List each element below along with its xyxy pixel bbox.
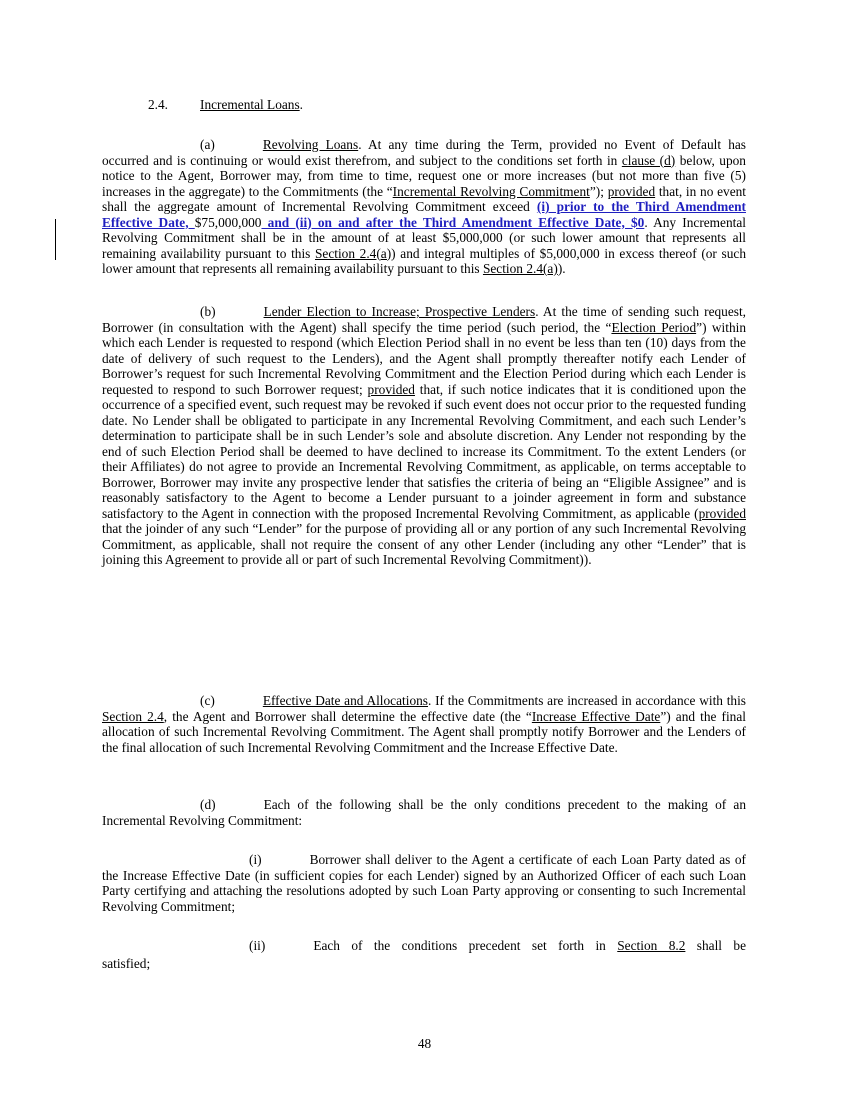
paragraph-c: (c) Effective Date and Allocations. If the Commitments are increased in accordance with this Section 2.4, the Agent and Borrower shall determine the effective date (the “Increase Effective Date”) and the final allocation of such Incremental Revolving Commitment. The Agent shall promptly notify Borrower and the Lenders of the final allocation of such Incremental Revolving Commitment and the Increase Effective Date. [102, 693, 746, 755]
paragraph-d-i: (i) Borrower shall deliver to the Agent a certificate of each Loan Party dated as of the Increase Effective Date (in sufficient copies for each Lender) signed by an Authorized Officer of each such Loan Party certifying and attaching the resolutions adopted by such Loan Party approving or consenting to such Incremental Revolving Commitment; [102, 852, 746, 914]
paragraph-b: (b) Lender Election to Increase; Prospective Lenders. At the time of sending such request, Borrower (in consultation with the Agent) shall specify the time period (such period, the “Election Period”) within which each Lender is requested to respond (which Election Period shall in no event be less than ten (10) days from the date of delivery of such request to the Lenders), and the Agent shall promptly thereafter notify each Lender of Borrower’s request for such Incremental Revolving Commitment and the Election Period during which each Lender is requested to respond to such Borrower request; provided that, if such notice indicates that it is conditioned upon the occurrence of a specified event, such request may be revoked if such event does not occur prior to the requested funding date. No Lender shall be obligated to participate in any Incremental Revolving Commitment, and each such Lender’s determination to participate shall be in such Lender’s sole and absolute discretion. Any Lender not responding by the end of such Election Period shall be deemed to have declined to increase its Commitment. To the extent Lenders (or their Affiliates) do not agree to provide an Incremental Revolving Commitment, as applicable, on terms acceptable to Borrower, Borrower may invite any prospective lender that satisfies the criteria of being an “Eligible Assignee” and is reasonably satisfactory to the Agent to become a Lender pursuant to a joinder agreement in form and substance satisfactory to the Agent in connection with the proposed Incremental Revolving Commitment, as applicable (provided that the joinder of any such “Lender” for the purpose of providing all or any portion of any such Incremental Revolving Commitment, as applicable, shall not require the consent of any other Lender (including any other “Lender” that is joining this Agreement to provide all or part of such Incremental Revolving Commitment)). [102, 304, 747, 567]
section-reference: Section 2.4(a) [482, 261, 558, 276]
paragraph-b-label: (b) [200, 304, 216, 319]
revision-change-bar [55, 219, 56, 260]
paragraph-a: (a) Revolving Loans. At any time during the Term, provided no Event of Default has occurred and is continuing or would exist therefrom, and subject to the conditions set forth in clause (d) below, upon notice to the Agent, Borrower may, from time to time, request one or more increases (but not more than five (5) increases in the aggregate) to the Commitments (the “Incremental Revolving Commitment”); provided that, in no event shall the aggregate amount of Incremental Revolving Commitment exceed (i) prior to the Third Amendment Effective Date, $75,000,000 and (ii) on and after the Third Amendment Effective Date, $0. Any Incremental Revolving Commitment shall be in the amount of at least $5,000,000 (or such lower amount that represents all remaining availability pursuant to this Section 2.4(a)) and integral multiples of $5,000,000 in excess thereof (or such lower amount that represents all remaining availability pursuant to this Section 2.4(a)). [102, 137, 746, 276]
paragraph-a-heading: Revolving Loans [262, 137, 359, 152]
paragraph-a-label: (a) [200, 137, 215, 152]
section-reference: Section 2.4(a) [315, 245, 392, 261]
paragraph-c-heading: Effective Date and Allocations [262, 693, 428, 708]
section-reference: Section 8.2 [617, 938, 686, 953]
paragraph-b-heading: Lender Election to Increase; Prospective Lenders [263, 304, 536, 319]
defined-term: Increase Effective Date [531, 708, 661, 724]
paragraph-d: (d) Each of the following shall be the only conditions precedent to the making of an Incremental Revolving Commitment: [102, 797, 746, 828]
provided-term: provided [607, 183, 656, 199]
paragraph-d-ii: (ii) Each of the conditions precedent set forth in Section 8.2 shall be [249, 938, 747, 953]
section-number: 2.4. [148, 97, 169, 112]
provided-term: provided [367, 381, 415, 397]
paragraph-d-label: (d) [200, 797, 216, 812]
section-heading: 2.4. Incremental Loans. [148, 97, 304, 112]
paragraph-c-label: (c) [200, 693, 215, 708]
paragraph-d-i-label: (i) [249, 852, 262, 867]
page-number: 48 [417, 1036, 432, 1051]
defined-term: Incremental Revolving Commitment [392, 183, 590, 199]
defined-term: Election Period [611, 319, 697, 335]
paragraph-d-ii-continued: satisfied; [102, 956, 151, 971]
inserted-text: and (ii) on and after the Third Amendment Effective Date, $0 [261, 214, 645, 230]
section-reference: Section 2.4 [102, 708, 164, 724]
inserted-text: (i) prior to the Third Amendment Effective Date, [102, 199, 746, 230]
provided-term: provided [698, 505, 746, 521]
clause-d-reference: clause (d) [621, 152, 676, 168]
section-title: Incremental Loans [200, 97, 300, 112]
paragraph-d-ii-label: (ii) [249, 938, 266, 953]
